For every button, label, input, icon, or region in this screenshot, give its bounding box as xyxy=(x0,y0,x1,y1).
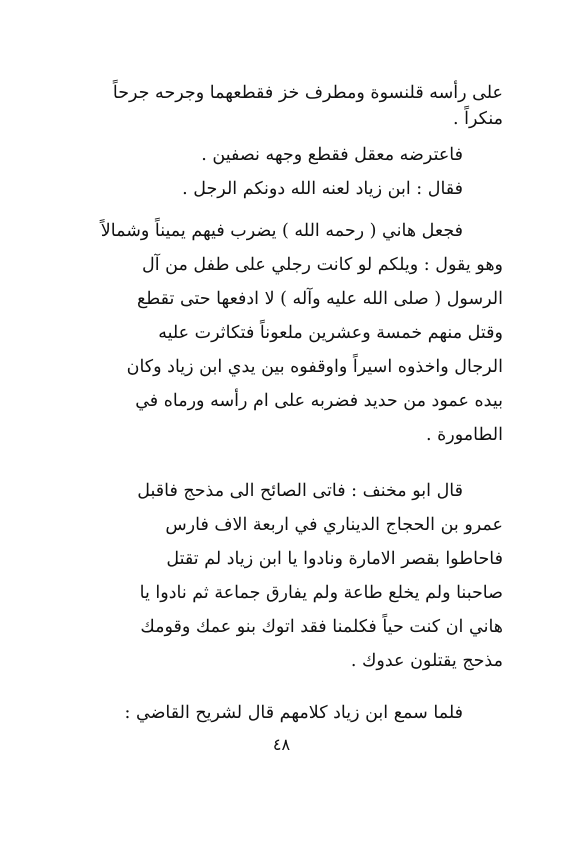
text-line: على رأسه قلنسوة ومطرف خز فقطعهما وجرحه جرحاً xyxy=(112,83,503,103)
text-line: عمرو بن الحجاج الديناري في اربعة الاف فارس xyxy=(165,515,503,535)
paragraph-4 xyxy=(70,696,503,730)
text-line: مذحج يقتلون عدوك . xyxy=(350,651,503,671)
text-line: الطامورة . xyxy=(425,425,503,445)
text-line: قال ابو مخنف : فاتى الصائح الى مذحج فاقبل xyxy=(137,481,463,501)
paragraph-1b xyxy=(70,138,503,206)
paragraph-3 xyxy=(70,474,503,678)
text-line: وهو يقول : ويلكم لو كانت رجلي على طفل من آل xyxy=(141,255,503,275)
text-line: بيده عمود من حديد فضربه على ام رأسه ورماه في xyxy=(135,391,503,411)
text-line: هاني ان كنت حياً فكلمنا فقد اتوك بنو عمك وقومك xyxy=(140,617,503,637)
text-line: فقال : ابن زياد لعنه الله دونكم الرجل . xyxy=(182,179,463,199)
text-line: الرجال واخذوه اسيراً واوقفوه بين يدي ابن زياد وكان xyxy=(126,357,503,377)
paragraph-2 xyxy=(70,214,503,452)
page-number: ٤٨ xyxy=(272,735,291,754)
text-line: الرسول ( صلى الله عليه وآله ) لا ادفعها حتى تقطع xyxy=(136,289,503,309)
text-line: فاعترضه معقل فقطع وجهه نصفين . xyxy=(201,145,463,165)
text-line: فجعل هاني ( رحمه الله ) يضرب فيهم يميناً وشمالاً xyxy=(100,221,463,241)
text-line: صاحبنا ولم يخلع طاعة ولم يفارق جماعة ثم نادوا يا xyxy=(139,583,503,603)
text-line: وقتل منهم خمسة وعشرين ملعوناً فتكاثرت عليه xyxy=(158,323,503,343)
text-line: منكراً . xyxy=(453,109,503,129)
text-line: فلما سمع ابن زياد كلامهم قال لشريح القاضي : xyxy=(124,703,463,723)
text-line: فاحاطوا بقصر الامارة ونادوا يا ابن زياد لم تقتل xyxy=(166,549,503,569)
paragraph-1 xyxy=(70,76,503,136)
